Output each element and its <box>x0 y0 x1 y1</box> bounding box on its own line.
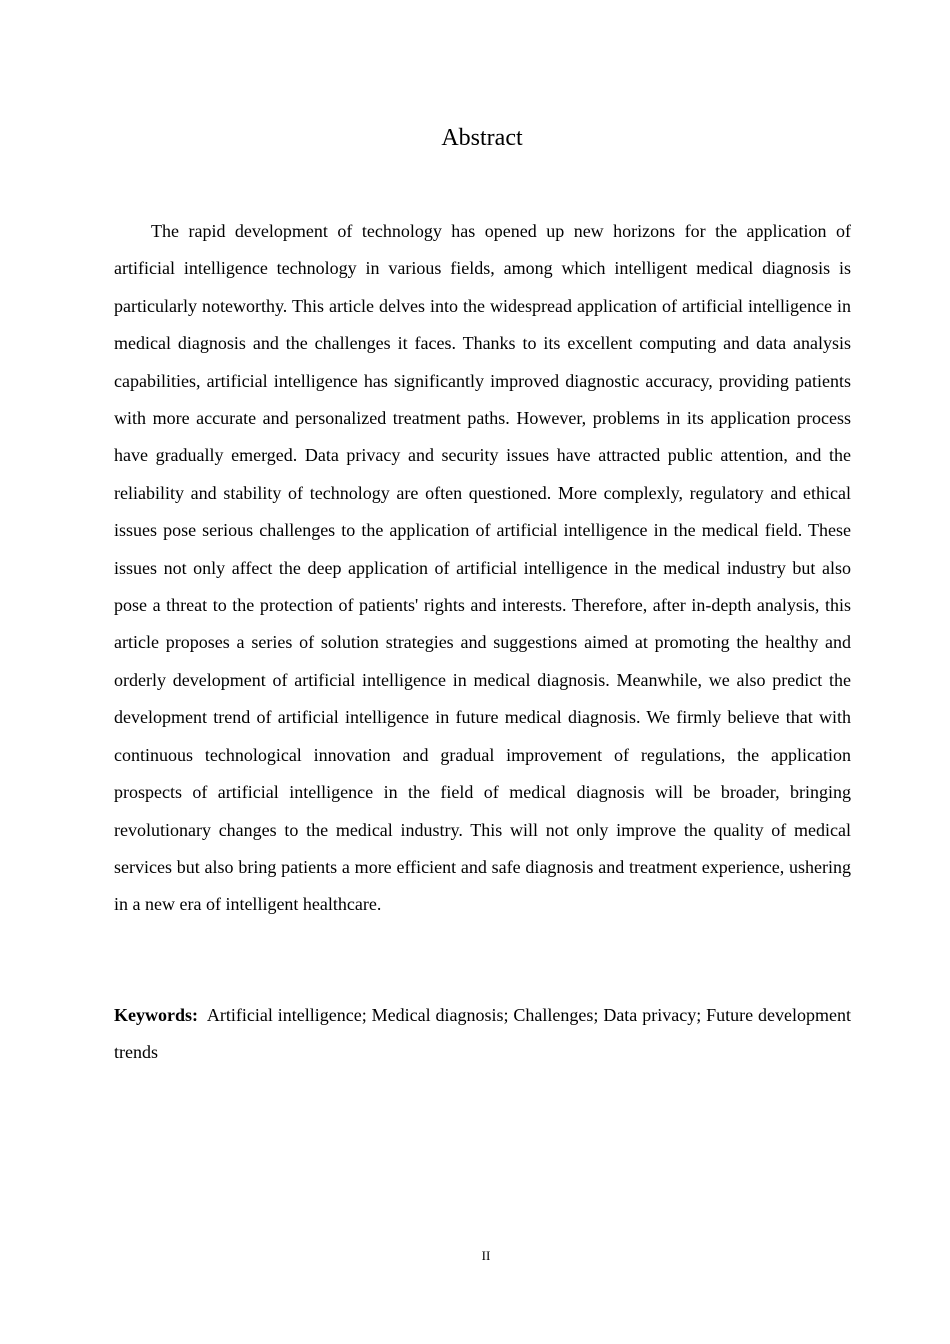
keywords-list: Artificial intelligence; Medical diagnosis; Challenges; Data privacy; Future development trends <box>114 1005 851 1063</box>
abstract-title: Abstract <box>441 125 523 151</box>
abstract-paragraph: The rapid development of technology has opened up new horizons for the application of artificial intelligence technology in various fields, among which intelligent medical diagnosis is particularly noteworthy. This article delves into the widespread application of artificial intelligence in medical diagnosis and the challenges it faces. Thanks to its excellent computing and data analysis capabilities, artificial intelligence has significantly improved diagnostic accuracy, providing patients with more accurate and personalized treatment paths. However, problems in its application process have gradually emerged. Data privacy and security issues have attracted public attention, and the reliability and stability of technology are often questioned. More complexly, regulatory and ethical issues pose serious challenges to the application of artificial intelligence in the medical field. These issues not only affect the deep application of artificial intelligence in the medical industry but also pose a threat to the protection of patients' rights and interests. Therefore, after in-depth analysis, this article proposes a series of solution strategies and suggestions aimed at promoting the healthy and orderly development of artificial intelligence in medical diagnosis. Meanwhile, we also predict the development trend of artificial intelligence in future medical diagnosis. We firmly believe that with continuous technological innovation and gradual improvement of regulations, the application prospects of artificial intelligence in the field of medical diagnosis will be broader, bringing revolutionary changes to the medical industry. This will not only improve the quality of medical services but also bring patients a more efficient and safe diagnosis and treatment experience, ushering in a new era of intelligent healthcare. <box>114 221 851 915</box>
page-number: II <box>481 1248 491 1263</box>
keywords-label: Keywords: <box>114 1005 198 1025</box>
keywords-line <box>114 997 851 1072</box>
